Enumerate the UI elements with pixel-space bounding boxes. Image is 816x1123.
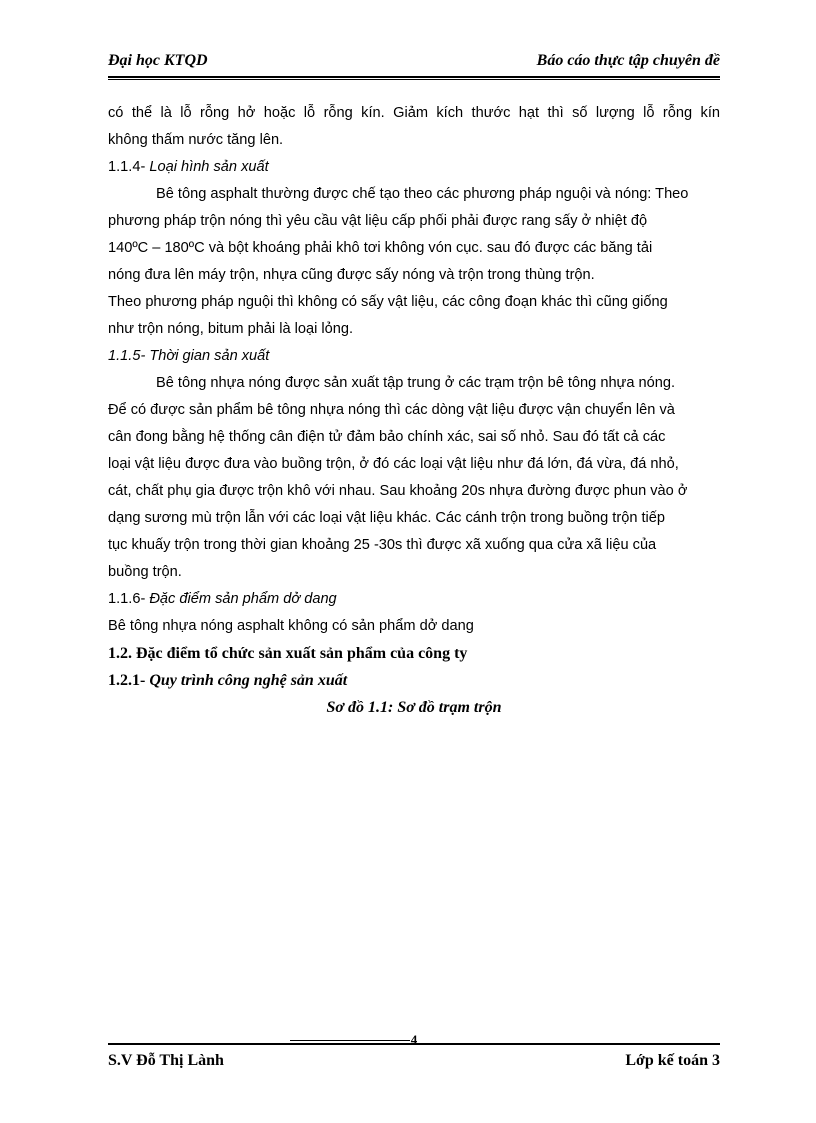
section-heading-1-1-6 <box>108 586 720 613</box>
section-title: Loại hình sản xuất <box>149 159 269 175</box>
paragraph-line: Theo phương pháp nguội thì không có sấy vật liệu, các công đoạn khác thì cũng giống <box>108 294 668 310</box>
paragraph-line: 140ºC – 180ºC và bột khoáng phải khô tơi không vón cục. sau đó được các băng tải <box>108 240 653 256</box>
document-body <box>108 100 720 721</box>
header-university: Đại học KTQD <box>108 52 208 69</box>
paragraph-line: nóng đưa lên máy trộn, nhựa cũng được sấy nóng và trộn trong thùng trộn. <box>108 267 595 283</box>
paragraph-line: phương pháp trộn nóng thì yêu cầu vật liệu cấp phối phải được rang sấy ở nhiệt độ <box>108 213 648 229</box>
diagram-caption: Sơ đồ 1.1: Sơ đồ trạm trộn <box>326 699 502 716</box>
paragraph-line: buồng trộn. <box>108 564 182 580</box>
paragraph-line: Bê tông nhựa nóng asphalt không có sản phẩm dở dang <box>108 618 474 634</box>
page-number: 4 <box>410 1032 418 1047</box>
paragraph-line: loại vật liệu được đưa vào buồng trộn, ở đó các loại vật liệu như đá lớn, đá vừa, đá nhỏ, <box>108 456 679 472</box>
paragraph-line: Bê tông asphalt thường được chế tạo theo các phương pháp nguội và nóng: Theo <box>156 186 689 202</box>
section-title: Đặc điểm sản phẩm dở dang <box>149 591 337 607</box>
header-rule <box>108 76 720 78</box>
section-heading-1-1-4 <box>108 154 720 181</box>
section-heading-1-2-1 <box>108 667 720 694</box>
paragraph-line: Bê tông nhựa nóng được sản xuất tập trung ở các trạm trộn bê tông nhựa nóng. <box>156 375 676 391</box>
section-title: Quy trình công nghệ sản xuất <box>149 672 348 689</box>
paragraph-line: tục khuấy trộn trong thời gian khoảng 25 -30s thì được xã xuống qua cửa xã liệu của <box>108 537 657 553</box>
section-number: 1.1.6- <box>108 591 150 607</box>
paragraph-line: Để có được sản phẩm bê tông nhựa nóng thì các dòng vật liệu được vận chuyển lên và <box>108 402 675 418</box>
section-number: 1.2.1- <box>108 672 150 689</box>
paragraph-line: như trộn nóng, bitum phải là loại lỏng. <box>108 321 354 337</box>
section-heading-1-2: 1.2. Đặc điểm tổ chức sản xuất sản phẩm của công ty <box>108 645 468 662</box>
section-heading-1-1-5: 1.1.5- Thời gian sản xuất <box>108 348 270 364</box>
paragraph-line: cát, chất phụ gia được trộn khô với nhau. Sau khoảng 20s nhựa đường được phun vào ở <box>108 483 688 499</box>
paragraph-line: không thấm nước tăng lên. <box>108 132 284 148</box>
page-header <box>108 52 720 76</box>
footer-student-name: S.V Đỗ Thị Lành <box>108 1052 224 1069</box>
paragraph-line: có thể là lỗ rỗng hở hoặc lỗ rỗng kín. Giảm kích thước hạt thì số lượng lỗ rỗng kín <box>108 105 720 121</box>
section-number: 1.1.4- <box>108 159 150 175</box>
footer-class-name: Lớp kế toán 3 <box>625 1052 720 1069</box>
header-rule-thin <box>108 79 720 80</box>
paragraph-line: dạng sương mù trộn lẫn với các loại vật liệu khác. Các cánh trộn trong buồng trộn tiếp <box>108 510 666 526</box>
footer-rule-accent <box>290 1040 410 1041</box>
footer-rule <box>108 1043 720 1045</box>
page-footer <box>108 1052 720 1074</box>
header-report-title: Báo cáo thực tập chuyên đề <box>536 52 720 69</box>
paragraph-line: cân đong bằng hệ thống cân điện tử đảm bảo chính xác, sai số nhỏ. Sau đó tất cả các <box>108 429 666 445</box>
